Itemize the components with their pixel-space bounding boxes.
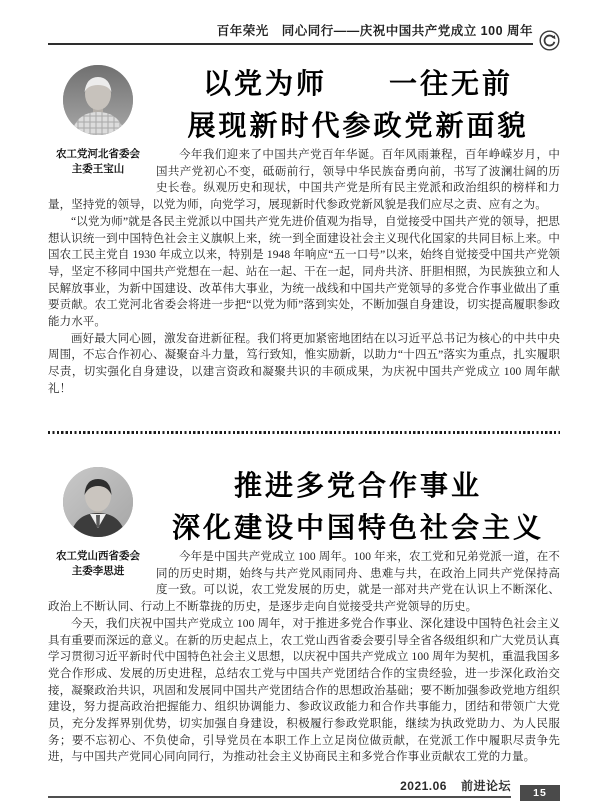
- article-1: [48, 63, 560, 398]
- article-paragraph: 今年是中国共产党成立 100 周年。100 年来，农工党和兄弟党派一道，在不同的历史时期，始终与共产党风雨同舟、患难与共，在政治上同共产党保持高度一致。可以说，农工党发展的历史，就是一部对共产党在认识上不断深化、政治上不断认同、行动上不断靠拢的历史，是逐步走向自觉接受共产党领导的历史。: [48, 551, 560, 614]
- footer-magazine-name: 前进论坛: [460, 779, 511, 794]
- header-rule: [48, 24, 533, 45]
- article-2-title-line-2: 深化建设中国特色社会主义: [171, 512, 544, 544]
- article-paragraph: 画好最大同心圆，激发奋进新征程。我们将更加紧密地团结在以习近平总书记为核心的中共中央周围，不忘合作初心、凝聚奋斗力量，笃行致知，惟实励新，以助力“十四五”落实为重点，扎实履职尽责，切实强化自身建设，以建言资政和凝聚共识的丰硕成果，为庆祝中国共产党成立 100 周年献礼！: [48, 332, 560, 395]
- article-1-title-line-2: 展现新时代参政党新面貌: [187, 110, 529, 141]
- author-title: 主委李思进: [71, 565, 125, 578]
- page-header: [48, 24, 560, 45]
- article-2-title-line-1: 推进多党合作事业: [233, 470, 482, 502]
- author-photo-2: [63, 467, 133, 537]
- author-title: 主委王宝山: [71, 163, 125, 175]
- footer-rule: [48, 779, 511, 798]
- article-paragraph: 今年我们迎来了中国共产党百年华诞。百年风雨兼程，百年峥嵘岁月，中国共产党初心不变，砥砺前行，领导中华民族奋勇向前，书写了波澜壮阔的历史长卷。纵观历史和现状，中国共产党是所有民主党派和政治组织的榜样和力量，坚持党的领导，以党为师，向党学习，展现新时代参政党新风貌是我们应尽之责、应有之为。: [48, 149, 560, 212]
- author-figure-1: [48, 65, 148, 177]
- author-org: 农工党河北省委会: [56, 148, 140, 160]
- circled-swirl-icon: [539, 30, 560, 51]
- section-divider: [48, 431, 560, 435]
- article-paragraph: “以党为师”就是各民主党派以中国共产党先进价值观为指导，自觉接受中国共产党的领导，把思想认识统一到中国特色社会主义旗帜上来，统一到全面建设社会主义现代化国家的共同目标上来。中国农工民主党自 1930 年成立以来，特别是 1948 年响应“五一口号”以来，始终自觉接受中国共产党领导，坚定不移同中国共产党想在一起、站在一起、干在一起，同舟共济、肝胆相照，为民族独立和人民解放事业，为新中国建设、改革伟大事业，为统一战线和中国共产党领导的多党合作事业做出了重要贡献。农工党河北省委会将进一步把“以党为师”落到实处，不断加强自身建设，切实提高履职参政能力水平。: [48, 215, 560, 329]
- author-org: 农工党山西省委会: [56, 550, 140, 563]
- author-caption-1: [48, 147, 148, 177]
- author-figure-2: [48, 467, 148, 579]
- footer-issue-date: 2021.06: [400, 779, 447, 794]
- article-2: [48, 465, 560, 766]
- author-caption-2: [48, 549, 148, 579]
- page-number-badge: 15: [520, 785, 560, 801]
- article-1-title-line-1: 以党为师 一往无前: [202, 68, 513, 99]
- header-slogan: 百年荣光 同心同行——庆祝中国共产党成立 100 周年: [216, 24, 533, 38]
- article-paragraph: 今天，我们庆祝中国共产党成立 100 周年，对于推进多党合作事业、深化建设中国特色社会主义具有重要而深远的意义。在新的历史起点上，农工党山西省委会要引导全省各级组织和广大党员认真学习贯彻习近平新时代中国特色社会主义思想，以庆祝中国共产党成立 100 周年为契机，重温我国多党合作形成、发展的历史进程，总结农工党与中国共产党团结合作的宝贵经验，进一步深化政治交接，凝聚政治共识，巩固和发展同中国共产党团结合作的思想政治基础；要不断加强参政党地方组织建设，努力提高政治把握能力、组织协调能力、参政议政能力和合作共事能力，团结和带领广大党员，充分发挥界别优势，切实加强自身建设，积极履行参政党职能，继续为执政党助力、为人民服务；要不忘初心、不负使命，引导党员在本职工作上立足岗位做贡献，在党派工作中履职尽责争先进，与中国共产党同心同向同行，为推动社会主义协商民主和多党合作事业贡献农工党的力量。: [48, 617, 560, 764]
- author-photo-1: [63, 65, 133, 135]
- page-footer: [48, 779, 560, 798]
